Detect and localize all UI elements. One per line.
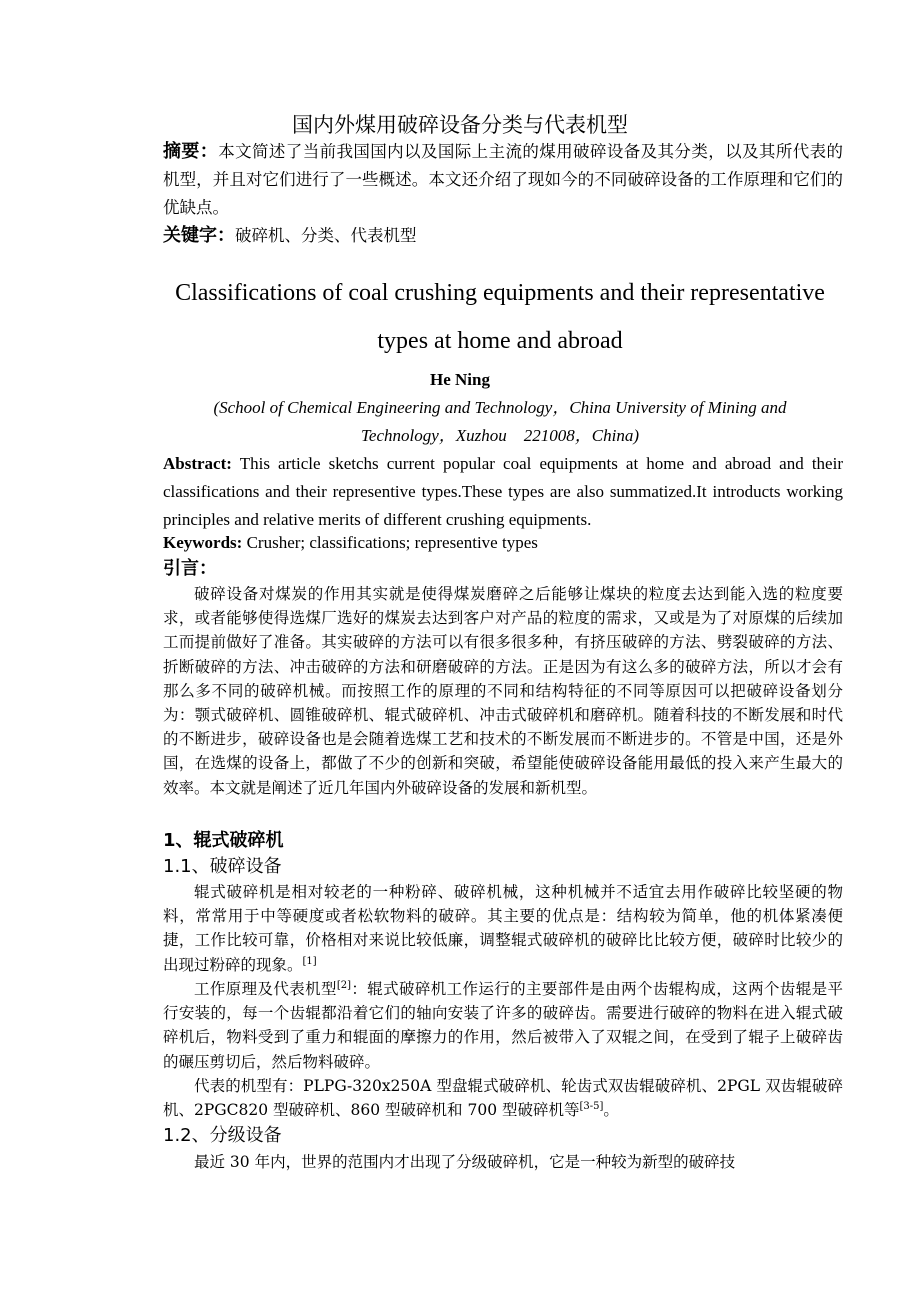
keywords-cn-text: 破碎机、分类、代表机型	[235, 226, 417, 245]
citation-ref: [3-5]	[579, 1101, 604, 1113]
affiliation	[160, 394, 840, 450]
section1-1-p2-text-a: 工作原理及代表机型	[194, 980, 337, 998]
paper-title: 国内外煤用破碎设备分类与代表机型	[292, 113, 628, 137]
affiliation-line1: (School of Chemical Engineering and Technology，China University of Mining and	[213, 398, 787, 417]
intro-heading: 引言：	[163, 558, 217, 579]
english-title-line1: Classifications of coal crushing equipments and their representative	[175, 280, 825, 306]
section1-1-paragraph3	[163, 1074, 843, 1122]
abstract-en-label: Abstract:	[163, 454, 232, 473]
english-title-line2: types at home and abroad	[377, 328, 623, 354]
section1-2-paragraph1: 最近 30 年内，世界的范围内才出现了分级破碎机，它是一种较为新型的破碎技	[194, 1153, 736, 1171]
section1-1-paragraph2	[163, 977, 843, 1074]
section1-1-paragraph1	[163, 880, 843, 977]
abstract-en	[163, 450, 843, 534]
citation-ref: [1]	[302, 955, 317, 967]
affiliation-line2: Technology，Xuzhou 221008，China)	[361, 426, 639, 445]
abstract-en-text: This article sketchs current popular coal equipments at home and abroad and their classifications and their representive types.These types are also summatized.It introducts working principles and relative merits of different crushing equipments.	[163, 454, 843, 529]
section1-2-heading: 1.2、分级设备	[163, 1125, 282, 1146]
abstract-cn	[163, 138, 843, 222]
abstract-cn-text: 本文简述了当前我国国内以及国际上主流的煤用破碎设备及其分类，以及其所代表的机型，并且对它们进行了一些概述。本文还介绍了现如今的不同破碎设备的工作原理和它们的优缺点。	[163, 142, 844, 217]
section1-1-p3-text-a: 代表的机型有：PLPG-320x250A 型盘辊式破碎机、轮齿式双齿辊破碎机、2PGL 双齿辊破碎机、2PGC820 型破碎机、860 型破碎机和 700 型破碎机等	[163, 1077, 843, 1120]
keywords-cn	[163, 222, 843, 250]
keywords-cn-label: 关键字：	[163, 225, 235, 246]
keywords-en-text: Crusher; classifications; representive types	[246, 533, 538, 552]
citation-ref: [2]	[336, 979, 352, 991]
intro-paragraph: 破碎设备对煤炭的作用其实就是使得煤炭磨碎之后能够让煤块的粒度去达到能入选的粒度要求，或者能够使得选煤厂选好的煤炭去达到客户对产品的粒度的需求，又或是为了对原煤的后续加工而提前做好了准备。其实破碎的方法可以有很多很多种，有挤压破碎的方法、劈裂破碎的方法、折断破碎的方法、冲击破碎的方法和研磨破碎的方法。正是因为有这么多的破碎方法，所以才会有那么多不同的破碎机械。而按照工作的原理的不同和结构特征的不同等原因可以把破碎设备划分为：颚式破碎机、圆锥破碎机、辊式破碎机、冲击式破碎机和磨碎机。随着科技的不断发展和时代的不断进步，破碎设备也是会随着选煤工艺和技术的不断发展而不断进步的。不管是中国，还是外国，在选煤的设备上，都做了不少的创新和突破，希望能使破碎设备能用最低的投入来产生最大的效率。本文就是阐述了近几年国内外破碎设备的发展和新机型。	[163, 585, 843, 797]
section1-1-p3-text-b: 。	[603, 1101, 619, 1120]
section1-1-p1-text: 辊式破碎机是相对较老的一种粉碎、破碎机械，这种机械并不适宜去用作破碎比较坚硬的物料，常常用于中等硬度或者松软物料的破碎。其主要的优点是：结构较为简单，他的机体紧凑便捷，工作比较可靠，价格相对来说比较低廉，调整辊式破碎机的破碎比比较方便，破碎时比较少的出现过粉碎的现象。	[163, 883, 843, 974]
abstract-cn-label: 摘要：	[163, 141, 219, 162]
section1-1-heading: 1.1、破碎设备	[163, 856, 282, 877]
keywords-en-label: Keywords:	[163, 533, 243, 552]
section1-1-p2-text-b: ：辊式破碎机工作运行的主要部件是由两个齿辊构成，这两个齿辊是平行安装的，每一个齿辊都沿着它们的轴向安装了许多的破碎齿。需要进行破碎的物料在进入辊式破碎机后，物料受到了重力和辊面的摩擦力的作用，然后被带入了双辊之间，在受到了辊子上破碎齿的碾压剪切后，然后物料破碎。	[163, 980, 843, 1071]
section1-heading: 1、辊式破碎机	[163, 830, 284, 851]
keywords-en	[163, 531, 843, 555]
author-name: He Ning	[430, 370, 490, 389]
